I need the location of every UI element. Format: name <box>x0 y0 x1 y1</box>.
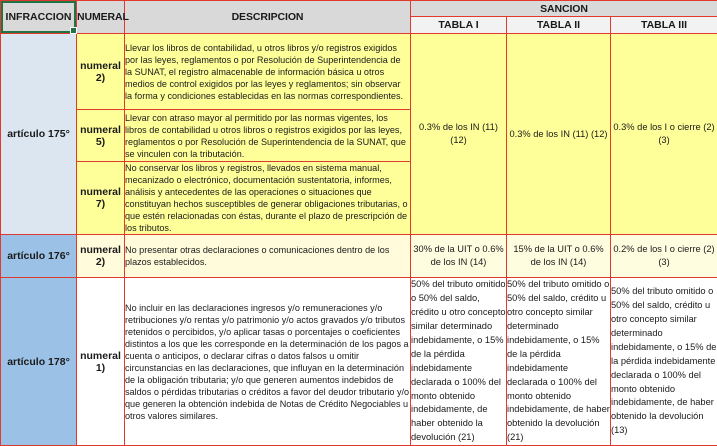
cell-descripcion-178-1[interactable] <box>125 278 411 446</box>
header-numeral-label: NUMERAL <box>77 11 129 23</box>
header-numeral[interactable] <box>77 1 125 34</box>
numeral-label: numeral 2) <box>80 244 121 268</box>
descripcion-text: No presentar otras declaraciones o comunicaciones dentro de los plazos establecidos. <box>125 244 410 268</box>
cell-tabla1-178[interactable] <box>411 278 507 446</box>
cell-tabla1-175[interactable] <box>411 34 507 235</box>
cell-tabla1-176[interactable] <box>411 235 507 278</box>
header-infraccion[interactable] <box>1 1 77 34</box>
articulo-label: artículo 178° <box>7 356 70 368</box>
tabla3-value: 0.2% de los I o cierre (2)(3) <box>613 244 714 267</box>
articulo-label: artículo 176° <box>7 250 70 262</box>
header-tabla-2-label: TABLA II <box>537 19 580 31</box>
cell-articulo-178[interactable] <box>1 278 77 446</box>
tabla1-value: 0.3% de los IN (11) (12) <box>419 122 498 145</box>
tabla2-value: 15% de la UIT o 0.6% de los IN (14) <box>513 244 603 267</box>
table-row <box>1 278 717 446</box>
cell-numeral-175-5[interactable] <box>77 110 125 162</box>
cell-numeral-175-2[interactable] <box>77 34 125 110</box>
cell-tabla3-176[interactable] <box>611 235 717 278</box>
descripcion-text: Llevar los libros de contabilidad, u otros libros y/o registros exigidos por las leyes, reglamentos o por Resolución de Superintendencia de la SUNAT, el registro almacenable de información básica u otros medios de control exigidos por las leyes y reglamentos; sin observar la forma y condiciones establecidas en las normas correspondientes. <box>125 42 410 102</box>
cell-articulo-175[interactable] <box>1 34 77 235</box>
header-tabla-1-label: TABLA I <box>438 19 478 31</box>
header-sancion-label: SANCION <box>540 3 588 15</box>
tabla1-value: 30% de la UIT o 0.6% de los IN (14) <box>413 244 503 267</box>
cell-articulo-176[interactable] <box>1 235 77 278</box>
header-tabla-2[interactable] <box>507 17 611 34</box>
cell-numeral-178-1[interactable] <box>77 278 125 446</box>
numeral-label: numeral 2) <box>80 60 121 84</box>
articulo-label: artículo 175° <box>7 128 70 140</box>
descripcion-text: Llevar con atraso mayor al permitido por las normas vigentes, los libros de contabilidad u otros libros o registros exigidos por las leyes, reglamentos o por Resolución de Superintendencia de la SUNAT, que se vinculen con la tributación. <box>125 112 410 160</box>
cell-tabla2-175[interactable] <box>507 34 611 235</box>
cell-numeral-175-7[interactable] <box>77 162 125 235</box>
header-descripcion[interactable] <box>125 1 411 34</box>
cell-tabla3-175[interactable] <box>611 34 717 235</box>
numeral-label: numeral 7) <box>80 186 121 210</box>
header-tabla-1[interactable] <box>411 17 507 34</box>
cell-numeral-176-2[interactable] <box>77 235 125 278</box>
header-sancion[interactable] <box>411 1 717 17</box>
header-tabla-3-label: TABLA III <box>641 19 687 31</box>
tabla2-value: 0.3% de los IN (11) (12) <box>509 129 607 139</box>
header-descripcion-label: DESCRIPCION <box>232 11 304 23</box>
numeral-label: numeral 5) <box>80 124 121 148</box>
cell-tabla3-178[interactable] <box>611 278 717 446</box>
cell-descripcion-175-5[interactable] <box>125 110 411 162</box>
descripcion-text: No incluir en las declaraciones ingresos y/o remuneraciones y/o retribuciones y/o rentas y/o patrimonio y/o actos gravados y/o tributos retenidos o percibidos, y/o aplicar tasas o porcentajes o coeficientes distintos a los que les corresponde en la determinación de los pagos a cuenta o anticipos, o declarar cifras o datos falsos u omitir circunstancias en las declaraciones, que influyan en la determinación de la obligación tributaria; y/o que generen aumentos indebidos de saldos o pérdidas tributarias o créditos a favor del deudor tributario y/o que generen la obtención indebida de Notas de Crédito Negociables u otros valores similares. <box>125 302 410 422</box>
cell-tabla2-176[interactable] <box>507 235 611 278</box>
tabla1-value: 50% del tributo omitido o 50% del saldo, crédito u otro concepto similar determinado indebidamente, o 15% de la pérdida indebidamente declarada o 100% del monto obtenido indebidamente, de haber obtenido la devolución (21) <box>411 279 506 442</box>
cell-descripcion-175-2[interactable] <box>125 34 411 110</box>
tabla3-value: 50% del tributo omitido o 50% del saldo, crédito u otro concepto similar determinado indebidamente, o 15% de la pérdida indebidamente declarada o 100% del monto obtenido indebidamente, de haber obtenido la devolución (13) <box>611 286 716 435</box>
numeral-label: numeral 1) <box>80 350 121 374</box>
cell-descripcion-175-7[interactable] <box>125 162 411 235</box>
header-tabla-3[interactable] <box>611 17 717 34</box>
header-infraccion-label: INFRACCION <box>6 11 72 23</box>
descripcion-text: No conservar los libros y registros, llevados en sistema manual, mecanizado o electrónico, documentación sustentatoria, informes, análisis y antecedentes de las operaciones o situaciones que constituyan hechos susceptibles de generar obligaciones tributarias, o que estén relacionadas con éstas, durante el plazo de prescripción de los tributos. <box>125 162 410 234</box>
tabla3-value: 0.3% de los I o cierre (2) (3) <box>613 122 714 145</box>
tabla2-value: 50% del tributo omitido o 50% del saldo, crédito u otro concepto similar determinado indebidamente, o 15% de la pérdida indebidamente declarada o 100% del monto obtenido indebidamente, de haber obtenido la devolución (21) <box>507 279 610 442</box>
cell-descripcion-176-2[interactable] <box>125 235 411 278</box>
table-row <box>1 34 717 110</box>
table-row <box>1 235 717 278</box>
table-header-row-1 <box>1 1 717 17</box>
cell-tabla2-178[interactable] <box>507 278 611 446</box>
